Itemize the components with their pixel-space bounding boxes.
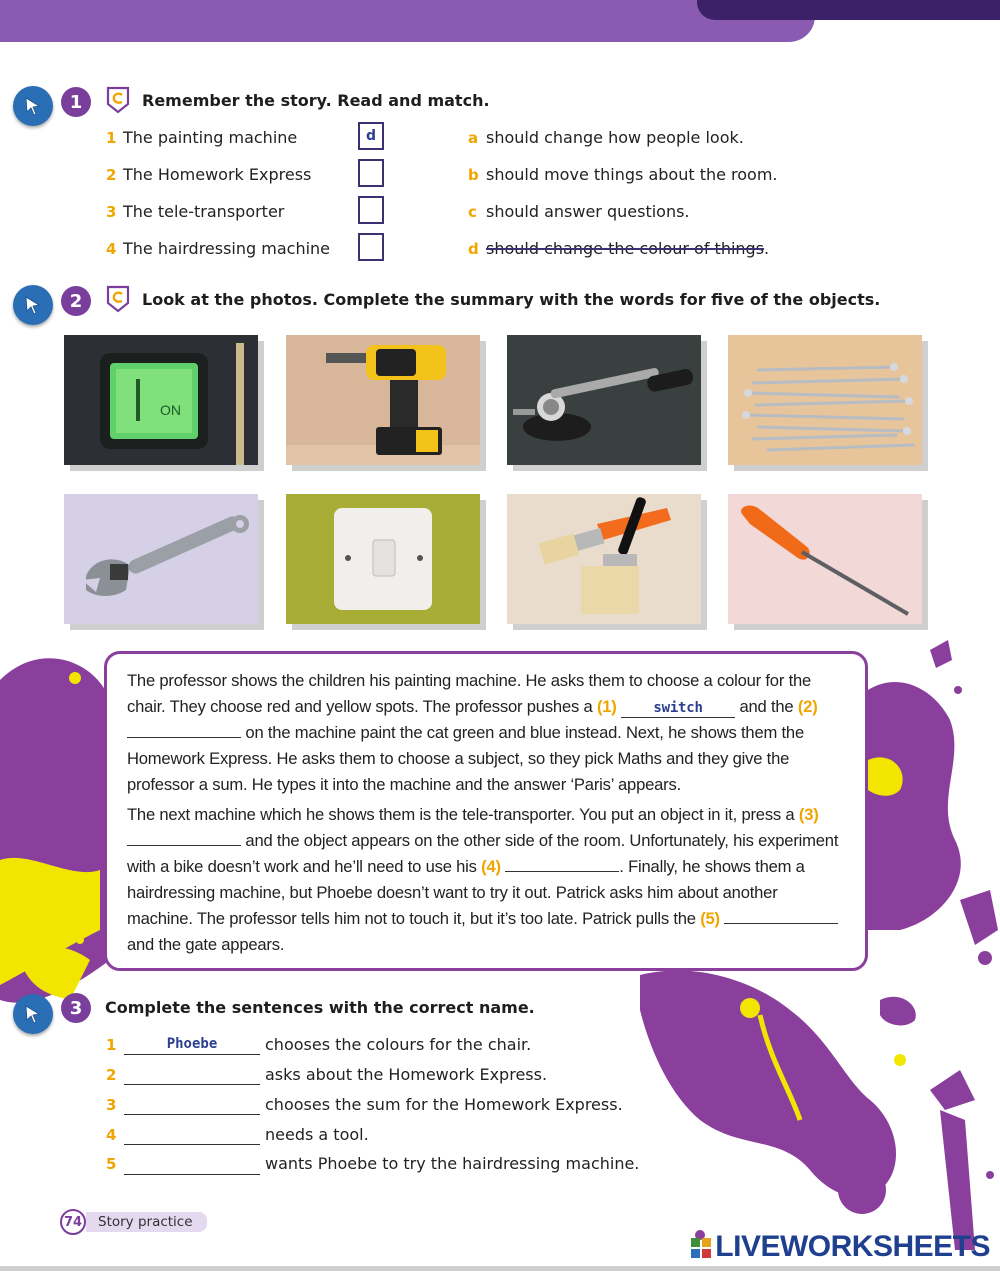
summary-paragraph-1 — [127, 668, 847, 798]
ex3-sentence: chooses the colours for the chair. — [265, 1035, 532, 1054]
summary-text: and the object appears on the other side of the room. Unfortunately, his experiment with a bike doesn’t work and he’ll need to use his — [127, 831, 839, 876]
exercise-2-pointer-icon — [13, 285, 53, 325]
ex3-sentence: chooses the sum for the Homework Express. — [265, 1095, 623, 1114]
photo-nails — [728, 335, 922, 465]
exercise-3-title: Complete the sentences with the correct name. — [105, 998, 535, 1017]
ex3-sentence: wants Phoebe to try the hairdressing machine. — [265, 1154, 640, 1173]
photo-lever — [507, 335, 701, 465]
ex1-answer-box-1[interactable]: d — [358, 122, 384, 150]
summary-text: . Finally, he shows them a hairdressing machine, but Phoebe doesn’t want to try it out. Patrick asks him about another machine. The professor tells him not to touch it, but it’s too late. Patrick pulls the — [127, 857, 805, 928]
summary-paragraph-2 — [127, 802, 847, 958]
ex1-item-text: The Homework Express — [123, 165, 312, 184]
ex1-answer-box-2[interactable] — [358, 159, 384, 187]
ex1-item-text: The hairdressing machine — [123, 239, 331, 258]
ex1-option-text: should answer questions. — [486, 202, 690, 221]
ex3-sentence: asks about the Homework Express. — [265, 1065, 548, 1084]
ex3-item-number: 2 — [106, 1066, 117, 1084]
photo-green-switch — [64, 335, 258, 465]
summary-text: and the gate appears. — [127, 935, 285, 954]
blank-number-2: (2) — [797, 697, 818, 716]
ex1-option-letter: c — [468, 203, 477, 221]
ex1-option-letter: a — [468, 129, 479, 147]
ex1-answer-box-4[interactable] — [358, 233, 384, 261]
ex1-option-letter: d — [468, 240, 479, 258]
summary-text: The professor shows the children his painting machine. He asks them to choose a colour for the chair. They choose red and yellow spots. The professor pushes a — [127, 671, 812, 716]
page-footer — [60, 1209, 207, 1235]
summary-blank-1[interactable]: switch — [621, 700, 735, 718]
summary-blank-4[interactable] — [505, 854, 619, 872]
section-label: Story practice — [86, 1212, 207, 1232]
ex3-answer-blank-2[interactable] — [124, 1064, 260, 1085]
ex3-answer-blank-1[interactable]: Phoebe — [124, 1034, 260, 1055]
photo-spanner — [64, 494, 258, 624]
exercise-2-title: Look at the photos. Complete the summary with the words for five of the objects. — [142, 290, 881, 309]
photo-drill — [286, 335, 480, 465]
digital-book-icon — [105, 285, 131, 313]
summary-blank-5[interactable] — [724, 906, 838, 924]
liveworksheets-logo — [690, 1230, 990, 1264]
ex1-item-number: 3 — [106, 203, 117, 221]
summary-blank-2[interactable] — [127, 720, 241, 738]
digital-book-icon — [105, 86, 131, 114]
ex1-item-text: The painting machine — [123, 128, 298, 147]
liveworksheets-mark-icon — [690, 1237, 712, 1259]
summary-text-box — [104, 651, 868, 971]
page-bottom-edge — [0, 1266, 1000, 1271]
exercise-3-number: 3 — [61, 993, 91, 1023]
ex1-item-number: 4 — [106, 240, 117, 258]
summary-text: on the machine paint the cat green and blue instead. Next, he shows them the Homework Express. He asks them to choose a subject, so they pick Maths and they give the professor a sum. He types it into the machine and the answer ‘Paris’ appears. — [127, 723, 804, 794]
ex3-answer-blank-5[interactable] — [124, 1154, 260, 1175]
photo-light-switch — [286, 494, 480, 624]
ex1-item-number: 2 — [106, 166, 117, 184]
ex1-option-text: should move things about the room. — [486, 165, 778, 184]
blank-number-3: (3) — [798, 805, 819, 824]
ex3-item-number: 3 — [106, 1096, 117, 1114]
ex3-item-number: 4 — [106, 1126, 117, 1144]
summary-blank-3[interactable] — [127, 828, 241, 846]
ex1-crossed-option: should change the colour of things — [486, 239, 765, 258]
ex3-item-number: 5 — [106, 1155, 117, 1173]
blank-number-4: (4) — [481, 857, 501, 876]
watermark-text: LIVEWORKSHEETS — [715, 1230, 990, 1263]
exercise-2-number: 2 — [61, 286, 91, 316]
page-number: 74 — [60, 1209, 86, 1235]
blank-number-1: (1) — [596, 697, 617, 716]
ex3-sentence: needs a tool. — [265, 1125, 369, 1144]
ex1-item-text: The tele-transporter — [123, 202, 285, 221]
ex3-answer-blank-3[interactable] — [124, 1094, 260, 1115]
summary-text: The next machine which he shows them is the tele-transporter. You put an object in it, press a — [127, 805, 799, 824]
exercise-1-number: 1 — [61, 87, 91, 117]
ex1-option-text-crossed — [486, 239, 769, 258]
ex1-option-letter: b — [468, 166, 479, 184]
exercise-1-pointer-icon — [13, 86, 53, 126]
ex3-answer-blank-4[interactable] — [124, 1124, 260, 1145]
exercise-3-pointer-icon — [13, 994, 53, 1034]
ex1-option-text: should change how people look. — [486, 128, 744, 147]
ex1-answer-box-3[interactable] — [358, 196, 384, 224]
ex1-item-number: 1 — [106, 129, 117, 147]
exercise-1-title: Remember the story. Read and match. — [142, 91, 490, 110]
photo-paintbrushes — [507, 494, 701, 624]
ex1-option-period: . — [764, 239, 770, 258]
ex3-item-number: 1 — [106, 1036, 117, 1054]
blank-number-5: (5) — [700, 909, 720, 928]
photo-screwdriver — [728, 494, 922, 624]
summary-text: and the — [735, 697, 798, 716]
switch-on-label: ON — [160, 402, 181, 418]
